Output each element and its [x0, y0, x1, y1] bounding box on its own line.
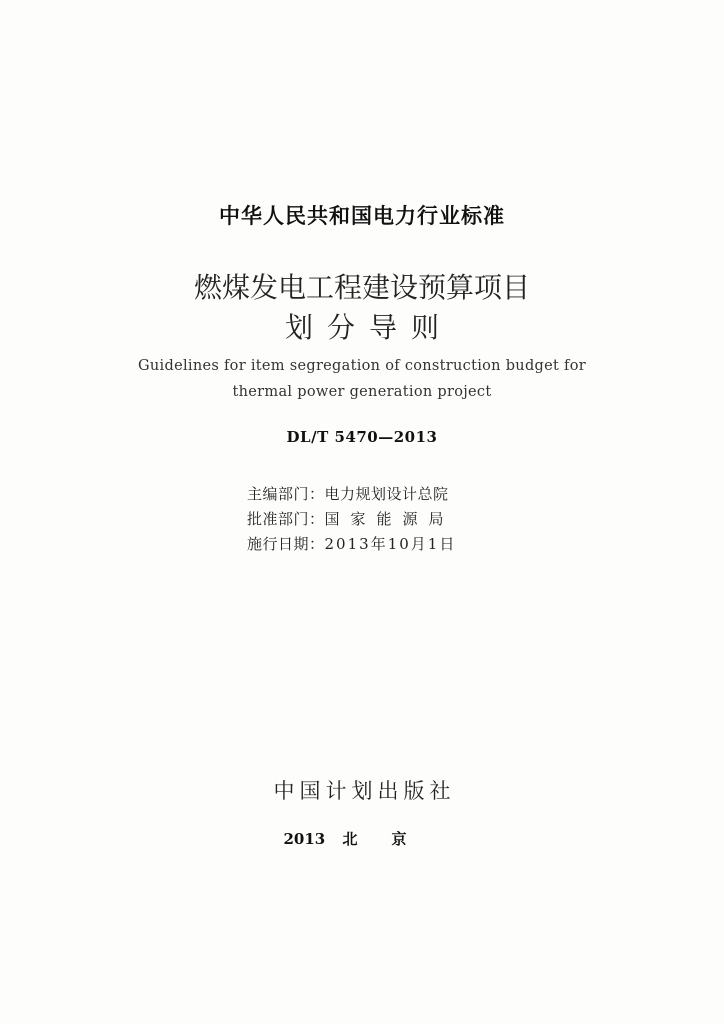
main-title-line-1: 燃煤发电工程建设预算项目: [193, 271, 530, 304]
effective-date-row: [247, 532, 456, 557]
approver-row: [247, 507, 456, 532]
standard-code: DL/T 5470—2013: [286, 428, 438, 446]
effective-date-label: 施行日期：: [247, 535, 325, 553]
english-title-line-1: Guidelines for item segregation of construction budget for: [138, 358, 586, 374]
series-title: 中华人民共和国电力行业标准: [219, 204, 505, 228]
english-title-line-2: thermal power generation project: [232, 384, 492, 400]
editor-value: 电力规划设计总院: [324, 485, 449, 503]
effective-date-value: 2013年10月1日: [324, 535, 457, 553]
publication-meta: [247, 482, 456, 557]
publication-line: [0, 828, 724, 849]
publication-city: 北京: [342, 830, 441, 848]
publication-year: 2013: [283, 830, 326, 848]
editor-row: [247, 482, 456, 507]
approver-value: 国家能源局: [324, 510, 455, 528]
publisher-name: 中国计划出版社: [273, 779, 456, 803]
main-title-line-2: 划分导则: [284, 311, 453, 344]
approver-label: 批准部门：: [247, 510, 325, 528]
editor-label: 主编部门：: [247, 485, 325, 503]
